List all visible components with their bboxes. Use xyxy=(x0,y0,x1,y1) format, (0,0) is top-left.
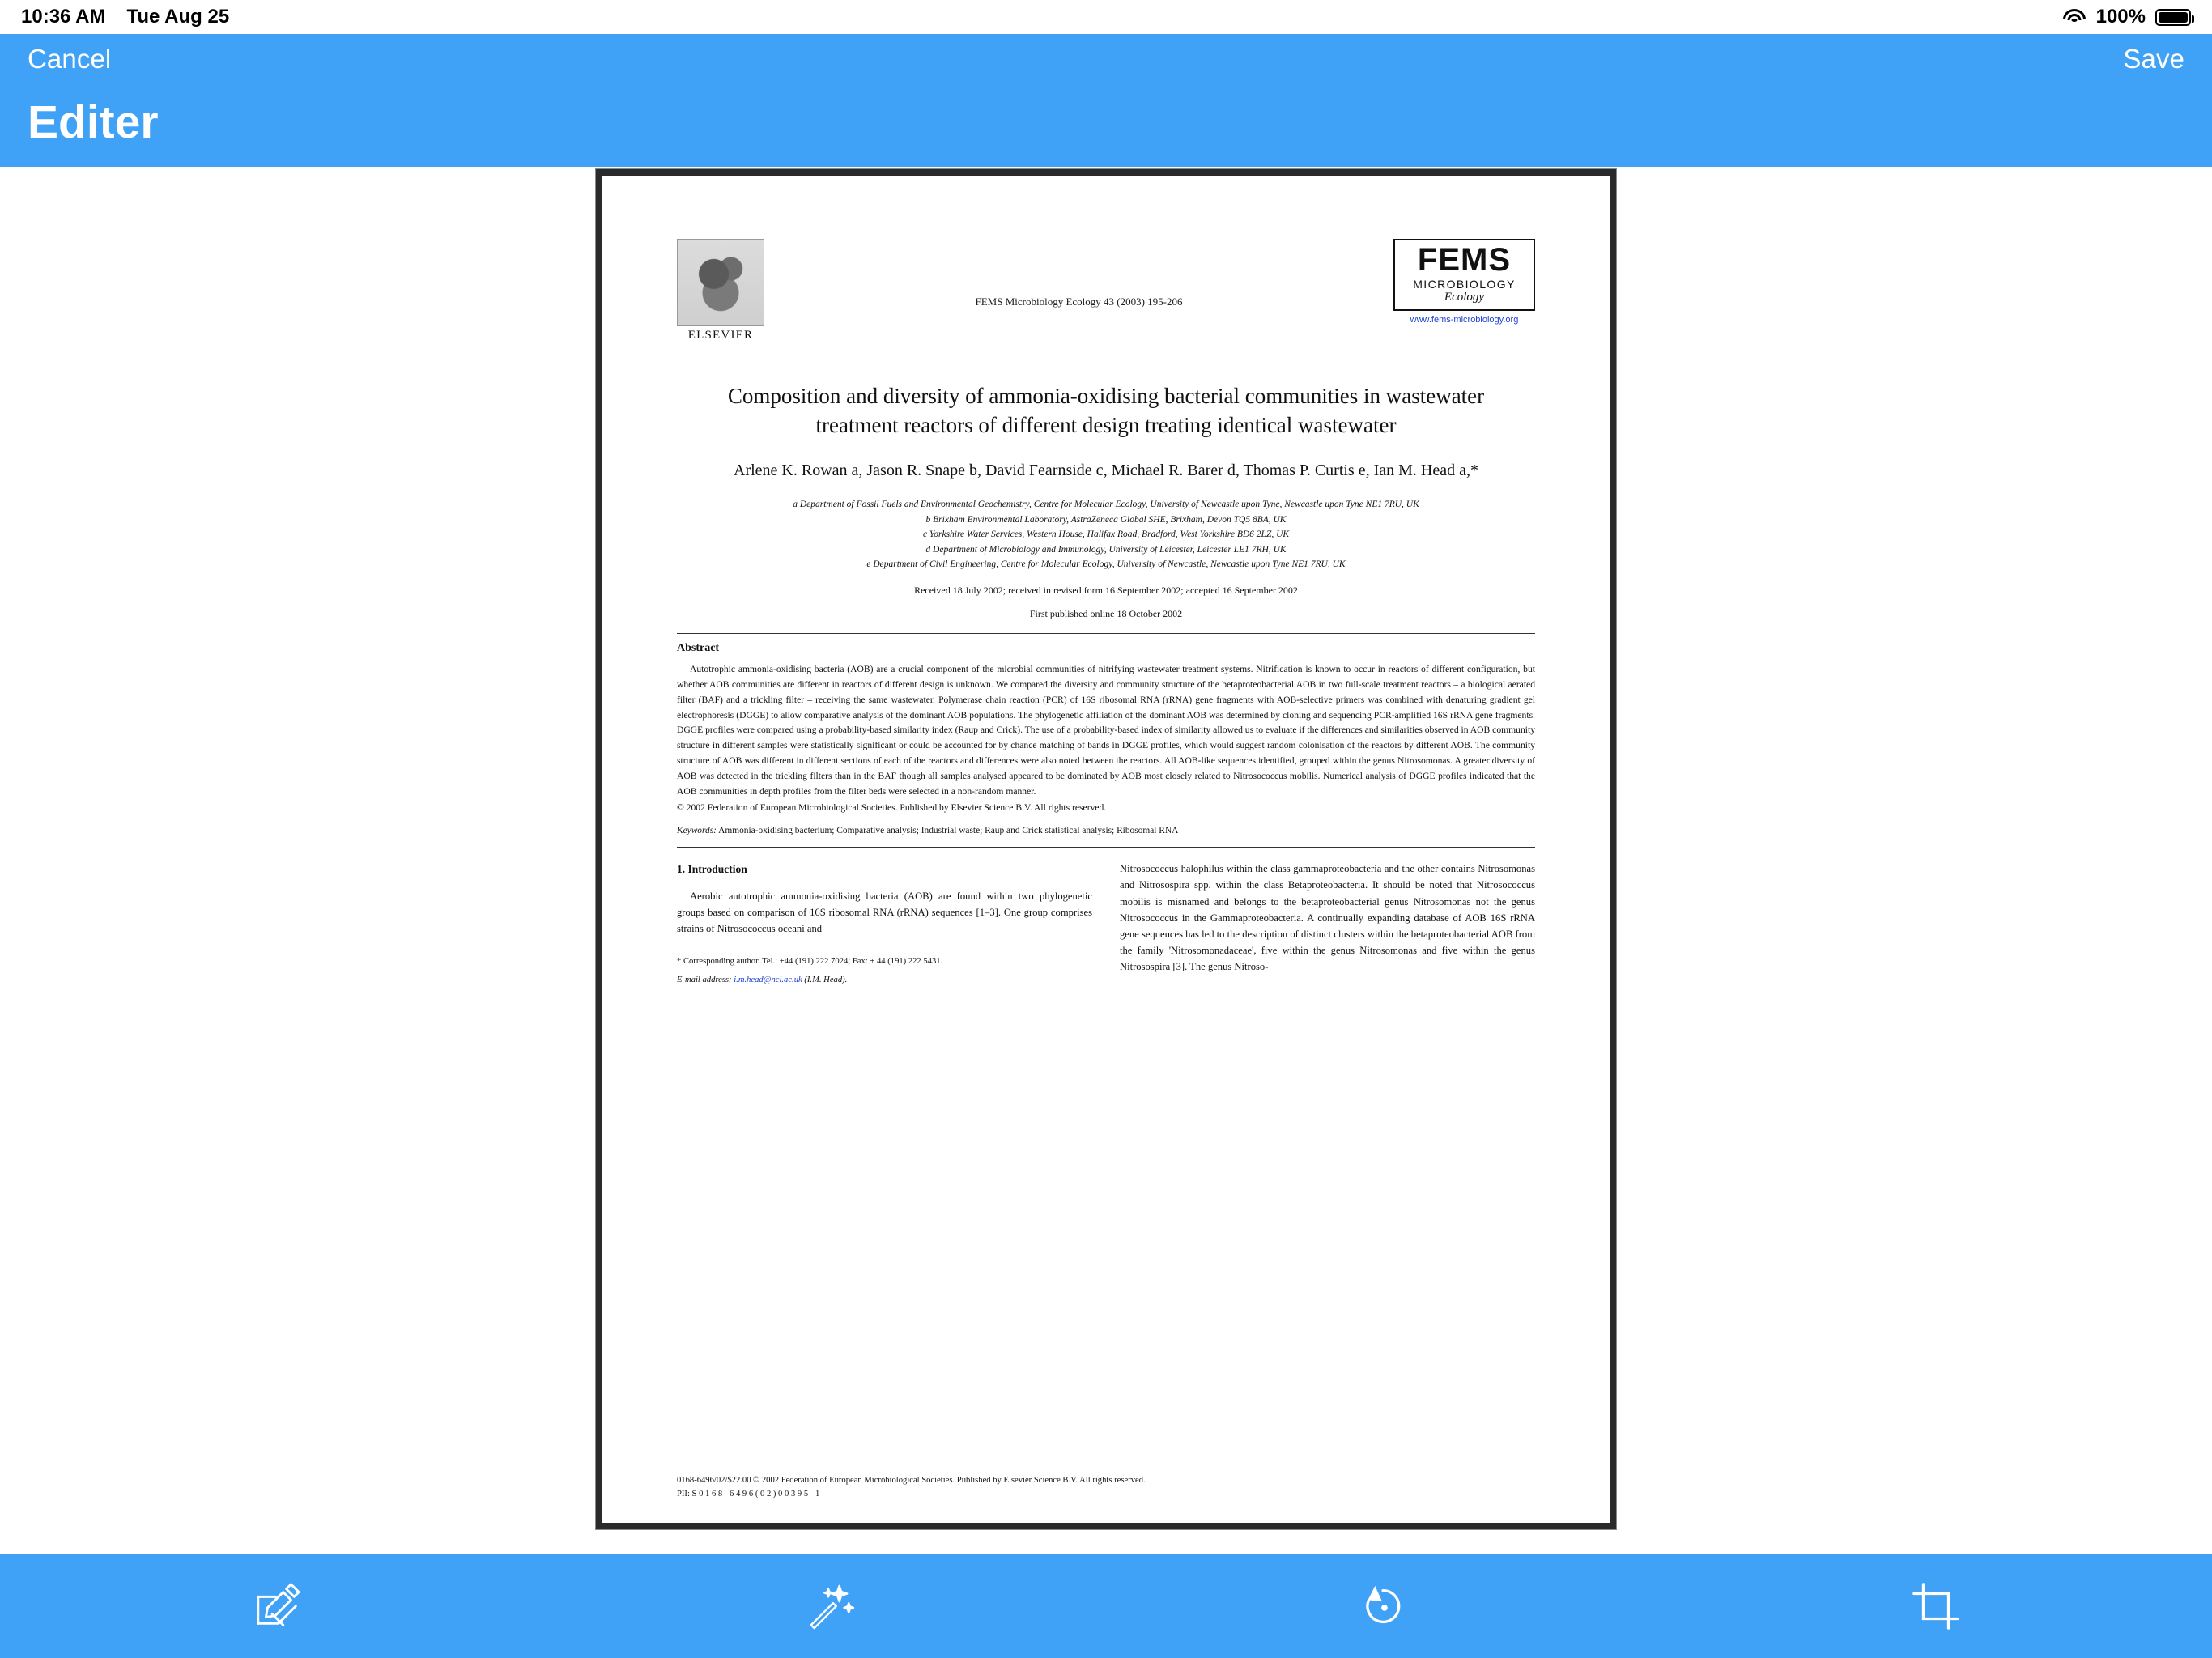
section-heading: 1. Introduction xyxy=(677,863,747,876)
rotate-icon xyxy=(1358,1581,1408,1631)
affiliation-d: d Department of Microbiology and Immunology, University of Leicester, Leicester LE1 7RH, UK xyxy=(925,544,1287,555)
navigation-bar xyxy=(0,34,2212,167)
markup-icon xyxy=(252,1581,302,1631)
crop-tool-button[interactable] xyxy=(1659,1554,2212,1658)
abstract-heading: Abstract xyxy=(677,642,720,655)
document-footer xyxy=(677,1474,1535,1502)
paper-affiliations xyxy=(677,497,1535,572)
elsevier-logo xyxy=(677,239,764,342)
elsevier-logo-label: ELSEVIER xyxy=(687,329,754,342)
magic-wand-icon xyxy=(805,1581,855,1631)
status-bar xyxy=(0,0,2212,34)
document-page-frame[interactable] xyxy=(596,169,1616,1529)
keywords-label: Keywords: xyxy=(677,826,717,836)
edit-toolbar xyxy=(0,1554,2212,1658)
corresponding-author-note: * Corresponding author. Tel.: +44 (191) 222 7024; Fax: + 44 (191) 222 5431. xyxy=(677,957,943,967)
keywords-line xyxy=(677,826,1535,835)
abstract-copyright: © 2002 Federation of European Microbiological Societies. Published by Elsevier Science B.V. All rights reserved. xyxy=(677,802,1107,814)
status-date: Tue Aug 25 xyxy=(126,6,230,28)
pii-line: PII: S 0 1 6 8 - 6 4 9 6 ( 0 2 ) 0 0 3 9 5 - 1 xyxy=(677,1490,820,1499)
affiliation-b: b Brixham Environmental Laboratory, AstraZeneca Global SHE, Brixham, Devon TQ5 8BA, UK xyxy=(925,514,1287,525)
status-time: 10:36 AM xyxy=(21,6,106,28)
keywords-text: Ammonia-oxidising bacterium; Comparative analysis; Industrial waste; Raup and Crick statistical analysis; Ribosomal RNA xyxy=(718,826,1179,836)
document-page[interactable] xyxy=(602,176,1610,1523)
cancel-button[interactable]: Cancel xyxy=(28,44,112,74)
received-line: Received 18 July 2002; received in revised form 16 September 2002; accepted 16 September 2002 xyxy=(914,585,1298,597)
abstract-text: Autotrophic ammonia-oxidising bacteria (AOB) are a crucial component of the microbial communities of nitrifying wastewater treatment systems. Nitrification is known to occur in reactors of different configuration, but whether AOB communities are different in reactors of different design is unknown. We compared the diversity and community structure of the betaproteobacterial AOB in two full-scale treatment reactors – a biological aerated filter (BAF) and a trickling filter – receiving the same wastewater. Polymerase chain reaction (PCR) of 16S ribosomal RNA (rRNA) gene fragments with AOB-selective primers was combined with denaturing gradient gel electrophoresis (DGGE) to allow comparative analysis of the dominant AOB populations. The phylogenetic affiliation of the dominant AOB was determined by cloning and sequencing PCR-amplified 16S rRNA gene fragments. DGGE profiles were compared using a probability-based similarity index (Raup and Crick). The use of a probability-based index of similarity allowed us to evaluate if the differences and similarities observed in AOB community structure in different samples were statistically significant or could be accounted for by chance matching of bands in DGGE profiles, which would suggest random colonisation of the reactors by different AOB. The community structure of AOB was different in different sections of each of the reactors and differences were also noted between the reactors. All AOB-like sequences identified, grouped within the genus Nitrosomonas. A greater diversity of AOB was detected in the trickling filters than in the BAF though all samples analysed appeared to be dominated by AOB most closely related to Nitrosococcus mobilis. Numerical analysis of DGGE profiles indicated that the AOB communities in depth profiles from the filter beds were selected in a non-random manner. xyxy=(677,664,1535,797)
elsevier-tree-icon xyxy=(677,239,764,326)
email-owner: (I.M. Head). xyxy=(804,976,848,985)
crop-icon xyxy=(1911,1581,1961,1631)
journal-header: FEMS Microbiology Ecology 43 (2003) 195-206 xyxy=(975,295,1183,308)
affiliation-e: e Department of Civil Engineering, Centre for Molecular Ecology, University of Newcastle, Newcastle upon Tyne NE1 7RU, UK xyxy=(866,559,1346,569)
paper-authors: Arlene K. Rowan a, Jason R. Snape b, David Fearnside c, Michael R. Barer d, Thomas P. Curtis e, Ian M. Head a,* xyxy=(734,461,1478,480)
fems-logo xyxy=(1393,239,1535,325)
rotate-tool-button[interactable] xyxy=(1106,1554,1659,1658)
affiliation-a: a Department of Fossil Fuels and Environmental Geochemistry, Centre for Molecular Ecology, University of Newcastle upon Tyne, Newcastle upon Tyne NE1 7RU, UK xyxy=(793,500,1419,510)
paper-title: Composition and diversity of ammonia-oxidising bacterial communities in wastewater treatment reactors of different design treating identical wastewater xyxy=(727,384,1485,438)
save-button[interactable]: Save xyxy=(2123,44,2184,74)
affiliation-c: c Yorkshire Water Services, Western House, Halifax Road, Bradford, West Yorkshire BD6 2LZ, UK xyxy=(922,529,1290,540)
issn-line: 0168-6496/02/$22.00 © 2002 Federation of European Microbiological Societies. Published by Elsevier Science B.V. All rights reserved. xyxy=(677,1476,1146,1486)
page-title: Editer xyxy=(28,96,159,148)
fems-logo-line1: FEMS xyxy=(1417,242,1512,278)
wifi-icon xyxy=(2062,8,2087,26)
column-left xyxy=(677,861,1092,988)
journal-url: www.fems-microbiology.org xyxy=(1410,315,1519,325)
divider-body xyxy=(677,847,1535,848)
markup-tool-button[interactable] xyxy=(0,1554,553,1658)
intro-paragraph-left: Aerobic autotrophic ammonia-oxidising bacteria (AOB) are found within two phylogenetic groups based on comparison of 16S ribosomal RNA (rRNA) sequences [1–3]. One group comprises strains of Nitrosococcus oceani and xyxy=(677,890,1092,935)
email-label: E-mail address: xyxy=(677,976,732,985)
intro-paragraph-right: Nitrosococcus halophilus within the class gammaproteobacteria and the other contains Nitrosomonas and Nitrosospira spp. within the class Betaproteobacteria. It should be noted that Nitrosococcus mobilis is misnamed and belongs to the betaproteobacterial genus Nitrosomonas not the genus Nitrosococcus in the Gammaproteobacteria. A continually expanding database of AOB 16S rRNA gene sequences has led to the description of distinct clusters within the betaproteobacterial AOB from the family 'Nitrosomonadaceae', five within the genus Nitrosomonas and five within the genus Nitrosospira [3]. The genus Nitroso- xyxy=(1120,863,1535,973)
enhance-tool-button[interactable] xyxy=(553,1554,1106,1658)
email-link[interactable]: i.m.head@ncl.ac.uk xyxy=(734,976,802,985)
fems-logo-line2: MICROBIOLOGY xyxy=(1413,278,1516,291)
published-line: First published online 18 October 2002 xyxy=(1029,608,1183,620)
battery-percent-label: 100% xyxy=(2095,6,2146,28)
footnote-email-line xyxy=(677,974,1092,988)
document-canvas[interactable] xyxy=(0,167,2212,1554)
column-right xyxy=(1120,861,1535,988)
divider-top xyxy=(677,633,1535,634)
battery-full-icon xyxy=(2155,9,2191,26)
fems-logo-line3: Ecology xyxy=(1444,291,1485,304)
